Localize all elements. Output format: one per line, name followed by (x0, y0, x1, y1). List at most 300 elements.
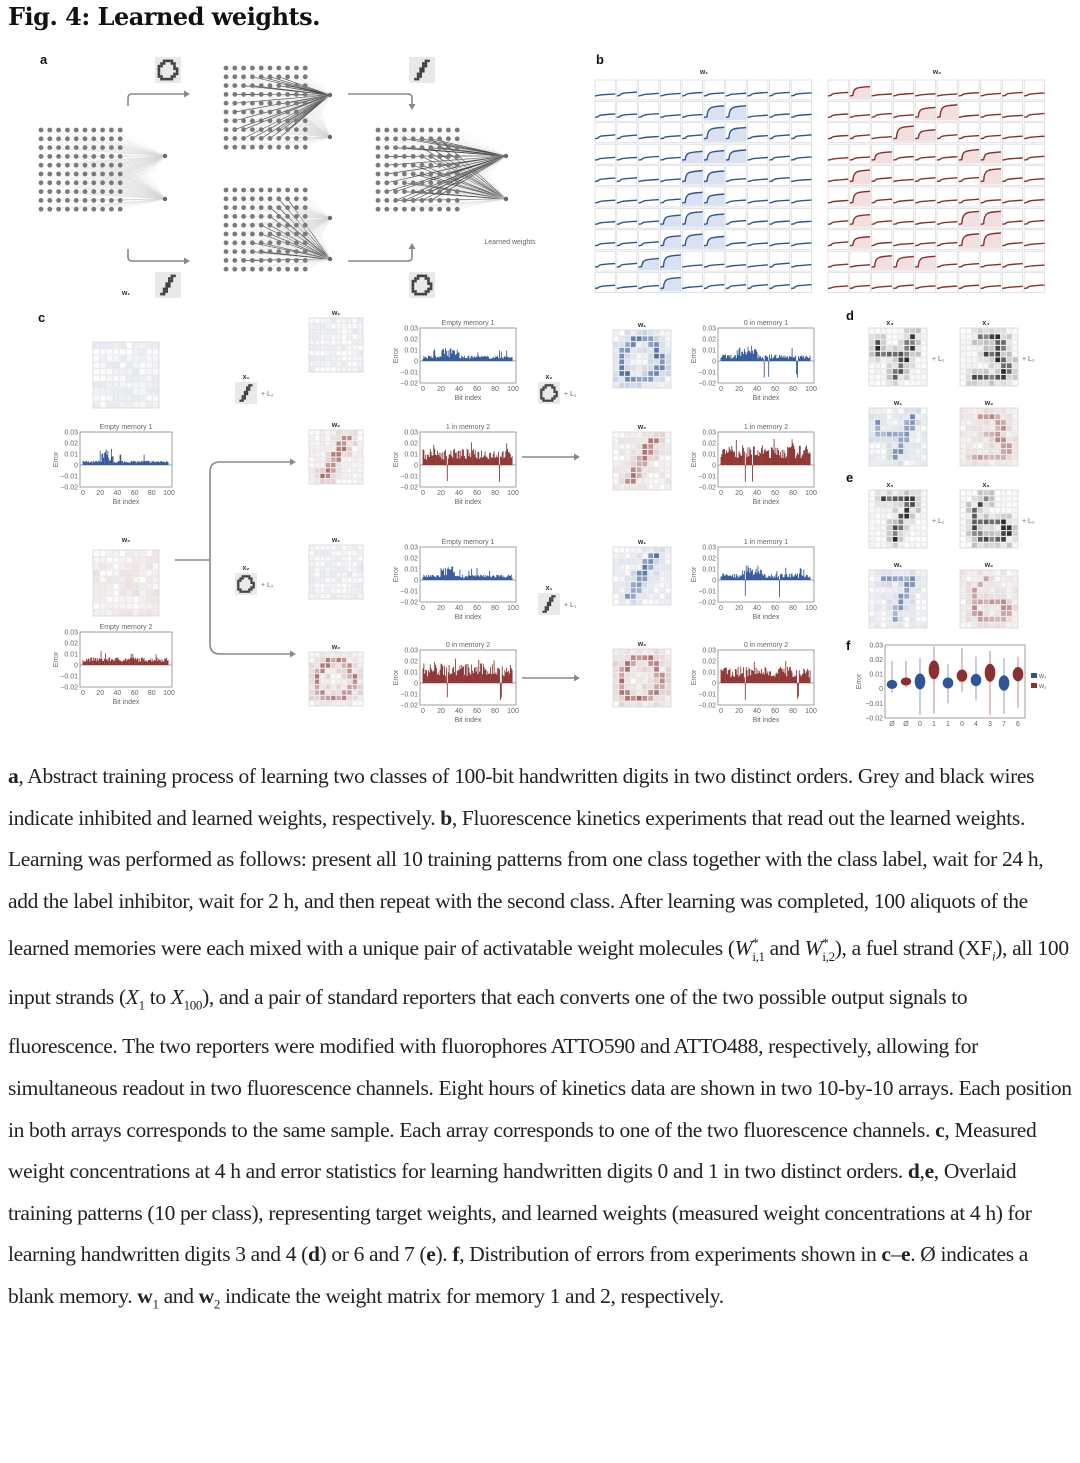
panel-c-o1s2-w2-grid-cell (637, 432, 642, 437)
y-tick-label: 0.02 (404, 440, 418, 448)
panel-d-w-left-grid-cell (904, 437, 909, 442)
kinetics-cell (937, 144, 957, 164)
panel-c-o1s2-w1-grid-cell (648, 354, 653, 359)
panel-d-w-right-grid-cell (1013, 437, 1018, 442)
panel-d-x-right-grid-cell (978, 352, 983, 357)
panel-d-x-left-grid-cell (898, 352, 903, 357)
panel-c-o2s1-w1-grid-cell (320, 551, 325, 556)
kinetics-cell (981, 187, 1001, 207)
panel-d-x-left-grid-cell (904, 369, 909, 374)
panel-e-x-right-grid-cell (984, 525, 989, 530)
panel-d-x-left-grid-cell (875, 375, 880, 380)
panel-c-o1s1-w2-grid-cell (320, 441, 325, 446)
input-node (65, 207, 70, 212)
x-tick-label: 100 (805, 386, 817, 393)
panel-c-o2s1-plot-1-axes (420, 547, 516, 602)
panel-c-o1s1-w1-grid-cell (358, 345, 363, 350)
panel-e-x-right-grid-cell (960, 543, 965, 548)
panel-e-x-left-grid-cell (898, 508, 903, 513)
panel-c-o2s1-w1-grid-cell (331, 556, 336, 561)
panel-d-x-left-grid-cell (910, 352, 915, 357)
panel-c-o1s2-w1-grid-cell (625, 354, 630, 359)
input-node (303, 83, 308, 88)
panel-c-o2s1-w2-grid-cell (320, 685, 325, 690)
panel-c-x2-upper-plus-label: + L₁ (564, 391, 577, 398)
panel-c-o2s2-w2-grid-cell (666, 702, 671, 707)
panel-d-x-left-grid-cell (875, 369, 880, 374)
panel-d-w-right-grid-cell (966, 414, 971, 419)
panel-c-initial-w1-grid-cell (113, 389, 119, 395)
caption-text-de3: ). (435, 1242, 453, 1267)
stroke-pixel (173, 73, 176, 76)
panel-d-w-right-grid-cell (978, 414, 983, 419)
panel-c-o1s2-w2-grid-cell (666, 438, 671, 443)
panel-c-o2s1-w1-grid-cell (309, 562, 314, 567)
panel-c-o1s1-w1-grid-cell (326, 356, 331, 361)
panel-d-x-right-grid-cell (989, 381, 994, 386)
panel-c-o1s2-w1-grid-cell (619, 330, 624, 335)
panel-c-initial-w1-grid-cell (107, 362, 113, 368)
y-axis-label: Error (53, 651, 60, 668)
panel-e-w-right-grid-cell (972, 617, 977, 622)
input-node (118, 172, 123, 177)
panel-e-w-left-grid-cell (869, 576, 874, 581)
panel-d-x-left-grid-cell (910, 340, 915, 345)
panel-c-o1s1-w2-grid-cell (336, 441, 341, 446)
stroke-pixel (547, 602, 549, 604)
panel-d-x-left-grid-cell (916, 340, 921, 345)
panel-d-w-left-grid-cell (910, 408, 915, 413)
input-node (232, 145, 237, 150)
panel-c-o1s1-w2-grid-cell (326, 479, 331, 484)
input-node (259, 232, 264, 237)
panel-c-o1s1-w1-grid-cell (342, 329, 347, 334)
stroke-pixel (417, 277, 420, 280)
input-node (303, 92, 308, 97)
input-node (224, 118, 229, 123)
panel-d-x-right-grid-cell (1007, 375, 1012, 380)
panel-c-o2s1-w2-grid-cell (320, 690, 325, 695)
panel-c-o1s2-w2-grid-cell (619, 432, 624, 437)
panel-d-x-right-grid-cell (978, 381, 983, 386)
x-axis-label: Bit index (752, 395, 780, 402)
kinetics-cell (748, 251, 768, 271)
panel-c-o2s2-w1-grid-cell (654, 547, 659, 552)
panel-e-x-left-grid-cell (875, 514, 880, 519)
panel-c-o2s1-w1-grid-cell (315, 551, 320, 556)
panel-e-w-right-grid-cell (1001, 570, 1006, 575)
panel-e-x-left-grid-cell (869, 537, 874, 542)
input-node (232, 110, 237, 115)
panel-e-w-right-grid-cell (1013, 611, 1018, 616)
panel-c-initial-w2-grid-cell (140, 550, 146, 556)
y-tick-label: −0.02 (60, 684, 78, 692)
panel-c-o1s2-w2-grid-cell (642, 485, 647, 490)
panel-c-o1s1-w2-grid-cell (358, 441, 363, 446)
panel-e-x-right-grid-cell (989, 496, 994, 501)
input-node (224, 66, 229, 71)
input-node (294, 145, 299, 150)
panel-c-initial-w1-grid-cell (133, 362, 139, 368)
kinetics-cell (959, 251, 979, 271)
panel-e-x-left-grid-cell (916, 514, 921, 519)
panel-e-w-right-grid-cell (1001, 605, 1006, 610)
stroke-pixel (412, 282, 415, 285)
panel-d-x-left-grid-cell (869, 381, 874, 386)
panel-d-x-right-grid-cell (1007, 352, 1012, 357)
panel-c-o1s2-w1-grid-cell (631, 354, 636, 359)
panel-c-initial-w2-grid-cell (146, 564, 152, 570)
panel-e-w-left-grid-cell (910, 605, 915, 610)
input-node (455, 136, 460, 141)
stroke-pixel (248, 389, 250, 391)
panel-e-x-right-grid-cell (989, 543, 994, 548)
panel-c-o2s1-w2-grid-cell (326, 669, 331, 674)
panel-e-x-left-grid-cell (887, 514, 892, 519)
panel-c-o1s1-w2-grid-cell (342, 457, 347, 462)
panel-c-o1s1-w2-grid-cell (342, 474, 347, 479)
panel-c-initial-w1-grid-cell (120, 362, 126, 368)
panel-c-o1s1-w1-grid-cell (358, 351, 363, 356)
panel-c-o2s2-w1-grid-cell (619, 547, 624, 552)
panel-d-w-right-grid-cell (966, 443, 971, 448)
panel-e-w-left-grid-cell (904, 623, 909, 628)
panel-c-o1s2-w2-grid-cell (654, 467, 659, 472)
panel-c-initial-w1-grid-cell (133, 395, 139, 401)
y-tick-label: −0.02 (400, 599, 418, 607)
panel-e-x-left-grid-cell (904, 543, 909, 548)
stroke-pixel (551, 386, 553, 388)
panel-d-w-left-grid-cell (904, 408, 909, 413)
panel-c-o1s1-w1-grid-cell (309, 329, 314, 334)
panel-c-o2s2-w2-grid-cell (660, 673, 665, 678)
input-node (109, 128, 114, 133)
panel-c-o2s1-w2-grid-cell (336, 690, 341, 695)
x-tick-label: 60 (473, 605, 481, 612)
panel-c-o1s1-w1-grid-cell (309, 318, 314, 323)
panel-e-x-left-grid-cell (916, 496, 921, 501)
x-tick-label: 40 (753, 708, 761, 715)
panel-c-o2s1-w1-grid-cell (358, 583, 363, 588)
input-node (250, 83, 255, 88)
panel-c-o1s2-w1-grid-cell (613, 365, 618, 370)
panel-d-x-left-grid-cell (869, 328, 874, 333)
panel-c-o1s1-w2-grid-cell (353, 447, 358, 452)
panel-c-o1s2-w1-grid-cell (637, 342, 642, 347)
panel-c-o2s1-w1-grid-cell (353, 572, 358, 577)
panel-c-o2s1-w2-grid-cell (353, 696, 358, 701)
input-node (83, 207, 88, 212)
kinetics-cell (959, 273, 979, 293)
panel-c-o2s1-w2-grid-cell (336, 679, 341, 684)
panel-c-o1s1-w2-grid-cell (320, 457, 325, 462)
panel-c-o2s1-w1-grid-cell (353, 578, 358, 583)
panel-c-o1s1-w1-grid-cell (331, 329, 336, 334)
panel-c-o1s2-w2-grid-cell (637, 473, 642, 478)
stroke-pixel (168, 78, 171, 81)
panel-c-initial-w1-grid-cell (113, 342, 119, 348)
panel-c-o1s1-w1-grid-cell (353, 324, 358, 329)
panel-c-initial-w2-grid-cell (133, 590, 139, 596)
panel-c-o1s1-w2-grid-cell (336, 474, 341, 479)
stroke-pixel (244, 575, 246, 577)
panel-d-w-left-label: w₁ (893, 400, 903, 407)
panel-c-o1s2-w2-grid-cell (625, 479, 630, 484)
panel-e-x-right-grid-cell (960, 537, 965, 542)
input-node (83, 189, 88, 194)
panel-e-x-left-grid-cell (910, 508, 915, 513)
stroke-pixel (545, 608, 547, 610)
panel-c-o1s1-w1-grid-cell (353, 329, 358, 334)
input-node (428, 207, 433, 212)
y-axis-label: Error (691, 669, 698, 686)
panel-c-o2s1-w1-grid-cell (358, 578, 363, 583)
y-tick-label: 0.03 (702, 429, 716, 437)
panel-d-x-right-grid-cell (995, 369, 1000, 374)
panel-d-x-right-grid-cell (978, 328, 983, 333)
panel-d-x-left-grid-cell (881, 346, 886, 351)
stroke-pixel (160, 62, 163, 65)
panel-c-initial-w1-grid-cell (93, 389, 99, 395)
panel-e-w-right-grid-cell (978, 588, 983, 593)
panel-e-x-right-grid-cell (960, 514, 965, 519)
panel-c-o1s2-w2-grid-cell (625, 450, 630, 455)
panel-e-x-left-grid-cell (881, 531, 886, 536)
panel-c-o1s2-w1-grid-cell (637, 371, 642, 376)
panel-c-o2s1-w1-grid-cell (331, 567, 336, 572)
panel-c-o1s2-w2-grid-cell (619, 467, 624, 472)
legend-swatch (1031, 683, 1037, 688)
kinetics-cell (872, 166, 892, 186)
panel-c-o1s1-w1-label: w₁ (331, 310, 341, 317)
panel-e-x-right-grid-cell (984, 502, 989, 507)
panel-d-x-right-grid-cell (978, 357, 983, 362)
panel-c-o2s1-w2-grid-cell (331, 669, 336, 674)
panel-e-x-right-label: x₆ (982, 482, 990, 489)
panel-c-o1s2-w1-grid-cell (613, 354, 618, 359)
panel-d-x-left-grid-cell (881, 363, 886, 368)
panel-c-o1s2-w1-grid-cell (660, 359, 665, 364)
panel-c-initial-w2-grid-cell (107, 564, 113, 570)
panel-c-o1s2-w2-grid-cell (619, 479, 624, 484)
inhibited-wire (85, 199, 165, 209)
panel-c-o2s2-w2-grid-cell (666, 673, 671, 678)
kinetics-cell (1002, 187, 1022, 207)
panel-e-x-right-grid-cell (1007, 519, 1012, 524)
kinetics-cell (639, 208, 659, 228)
panel-c-initial-w2-grid-cell (153, 590, 159, 596)
panel-c-initial-w2-grid-cell (133, 550, 139, 556)
panel-e-w-left-grid-cell (898, 594, 903, 599)
panel-c-o2s1-w1-grid-cell (309, 572, 314, 577)
panel-e-x-left-grid-cell (887, 525, 892, 530)
panel-d-w-left-grid-cell (887, 449, 892, 454)
panel-c-o1s2-w1-grid-cell (648, 377, 653, 382)
panel-c-o2s2-w2-grid-cell (648, 702, 653, 707)
panel-e-w-right-grid-cell (1013, 599, 1018, 604)
panel-c-o1s2-w1-grid-cell (637, 354, 642, 359)
panel-c-initial-w1-grid-cell (126, 369, 132, 375)
input-node (276, 101, 281, 106)
panel-c-o1s1-w2-grid-cell (358, 452, 363, 457)
panel-d-plus-right: + L₂ (1022, 356, 1035, 363)
panel-d-w-left-grid-cell (887, 461, 892, 466)
panel-c-o1s1-w1-grid-cell (347, 345, 352, 350)
input-node (241, 83, 246, 88)
stroke-pixel (168, 277, 171, 280)
panel-c-o1s1-w2-grid-cell (326, 457, 331, 462)
panel-d-w-left-grid-cell (898, 437, 903, 442)
panel-d-x-left-grid-cell (887, 357, 892, 362)
panel-c-o2s2-w2-grid-cell (631, 673, 636, 678)
stroke-pixel (425, 277, 428, 280)
stroke-pixel (542, 397, 544, 399)
panel-c-initial-w1-grid-cell (126, 402, 132, 408)
panel-c-o1s2-w2-grid-cell (642, 444, 647, 449)
input-node (384, 154, 389, 159)
panel-e-x-left-grid-cell (904, 508, 909, 513)
panel-a-arrow-lower-right (348, 249, 412, 261)
panel-c-initial-w2-grid (93, 550, 159, 616)
panel-c-o1s2-w2-grid-cell (666, 456, 671, 461)
panel-e-w-left-grid-cell (893, 582, 898, 587)
panel-e-x-left-grid-cell (916, 537, 921, 542)
input-node (276, 258, 281, 263)
panel-c-o2s1-w2-grid-cell (347, 685, 352, 690)
panel-d-x-right-grid-cell (989, 334, 994, 339)
panel-d-w-right-grid-cell (978, 408, 983, 413)
panel-c-o2s2-w2-grid-cell (613, 690, 618, 695)
kinetics-cell (595, 80, 615, 100)
panel-e-x-left-grid-cell (922, 514, 927, 519)
panel-d-x-left-grid-cell (904, 328, 909, 333)
input-node (250, 145, 255, 150)
panel-c-o2s1-w1-grid-cell (358, 551, 363, 556)
stroke-pixel (542, 611, 544, 613)
panel-c-o1s1-w2-grid-cell (347, 463, 352, 468)
panel-c-o2s2-w1-grid-cell (631, 553, 636, 558)
stroke-pixel (556, 395, 558, 397)
kinetics-cell (617, 251, 637, 271)
panel-d-x-left-grid-cell (881, 352, 886, 357)
panel-c-o2s1-w2-grid-cell (347, 669, 352, 674)
panel-c-o1s2-w1-grid-cell (648, 330, 653, 335)
input-node (402, 128, 407, 133)
panel-c-o1s1-w1-grid-cell (342, 345, 347, 350)
panel-e-x-right-grid-cell (978, 525, 983, 530)
input-node (285, 101, 290, 106)
panel-d-w-right-grid-cell (984, 449, 989, 454)
kinetics-cell (748, 144, 768, 164)
panel-e-w-left-grid-cell (869, 605, 874, 610)
y-axis-label: Error (691, 566, 698, 583)
panel-e-x-left-grid-cell (922, 525, 927, 530)
panel-c-o2s1-w2-grid-cell (320, 669, 325, 674)
panel-c-o2s2-w2-grid-cell (654, 667, 659, 672)
panel-c-o1s2-w2-grid-cell (660, 473, 665, 478)
input-node (232, 205, 237, 210)
stroke-pixel (246, 393, 248, 395)
panel-c-o1s2-w2-grid-cell (654, 450, 659, 455)
panel-d-w-left-grid-cell (893, 414, 898, 419)
panel-c-o1s1-w2-grid-cell (309, 436, 314, 441)
panel-c-o2s1-w1-grid-cell (347, 556, 352, 561)
panel-c-o1s2-w1-grid-cell (666, 348, 671, 353)
panel-c-o2s2-w1-grid-cell (648, 594, 653, 599)
panel-d-w-left-grid-cell (869, 443, 874, 448)
panel-c-o1s1-w2-grid-cell (336, 436, 341, 441)
kinetics-cell (959, 187, 979, 207)
input-node (224, 92, 229, 97)
stroke-pixel (427, 60, 430, 63)
panel-c-o2s1-w2-grid-cell (315, 685, 320, 690)
input-node (420, 180, 425, 185)
panel-e-w-right-grid-cell (1001, 576, 1006, 581)
input-node (39, 207, 44, 212)
input-node (303, 74, 308, 79)
panel-d-w-right-grid-cell (966, 408, 971, 413)
panel-c-o1s2-w1-grid-cell (613, 377, 618, 382)
stroke-pixel (246, 575, 248, 577)
x-tick-label: 100 (805, 708, 817, 715)
panel-d-x-right-grid-cell (984, 340, 989, 345)
panel-c-initial-w2-grid-cell (100, 590, 106, 596)
panel-d-x-left-grid-cell (893, 363, 898, 368)
stroke-pixel (163, 62, 166, 65)
kinetics-cell (915, 166, 935, 186)
panel-c-o2s2-w1-grid-cell (619, 576, 624, 581)
panel-c-o1s1-w1-grid-cell (331, 318, 336, 323)
panel-c-o2s1-w1-grid-cell (326, 562, 331, 567)
panel-c-o1s1-w2-grid-cell (309, 474, 314, 479)
panel-d-w-right-grid-cell (995, 461, 1000, 466)
y-tick-label: −0.02 (698, 599, 716, 607)
panel-d-w-left-grid-cell (893, 449, 898, 454)
panel-c-o1s1-w1-grid-cell (320, 345, 325, 350)
panel-d-w-right-grid-cell (978, 461, 983, 466)
panel-c-o2s1-w2-grid-cell (358, 696, 363, 701)
panel-c-initial-w2-grid-cell (133, 597, 139, 603)
panel-e-w-right-grid-cell (978, 605, 983, 610)
stroke-pixel (158, 73, 161, 76)
input-node (74, 207, 79, 212)
panel-e-x-right-grid-cell (966, 502, 971, 507)
input-node (91, 145, 96, 150)
panel-c-initial-w1-grid-cell (100, 402, 106, 408)
panel-c-initial-w1-grid-cell (133, 342, 139, 348)
panel-e-w-left-grid-cell (881, 570, 886, 575)
input-node (428, 180, 433, 185)
panel-c-o1s2-w2-grid-cell (637, 450, 642, 455)
panel-e-w-right-grid-cell (978, 623, 983, 628)
input-node (420, 154, 425, 159)
panel-e-w-right-grid-cell (1007, 605, 1012, 610)
panel-c-o2s1-w2-grid-cell (347, 658, 352, 663)
panel-c-o1s1-w1-grid-cell (320, 329, 325, 334)
input-node (402, 189, 407, 194)
input-node (294, 249, 299, 254)
panel-e-w-right-grid-cell (960, 617, 965, 622)
panel-e-w-left-grid-cell (881, 582, 886, 587)
panel-e-x-right-grid-cell (966, 531, 971, 536)
panel-e-w-left-grid-cell (922, 594, 927, 599)
panel-e-w-right-grid-cell (995, 570, 1000, 575)
panel-e-w-right-grid-cell (972, 588, 977, 593)
panel-d-x-left-grid-cell (869, 363, 874, 368)
panel-a-arrow-upper-right (348, 94, 412, 104)
panel-c-o2s1-w1-grid-cell (353, 545, 358, 550)
panel-c-o1s2-w1-grid-cell (637, 383, 642, 388)
